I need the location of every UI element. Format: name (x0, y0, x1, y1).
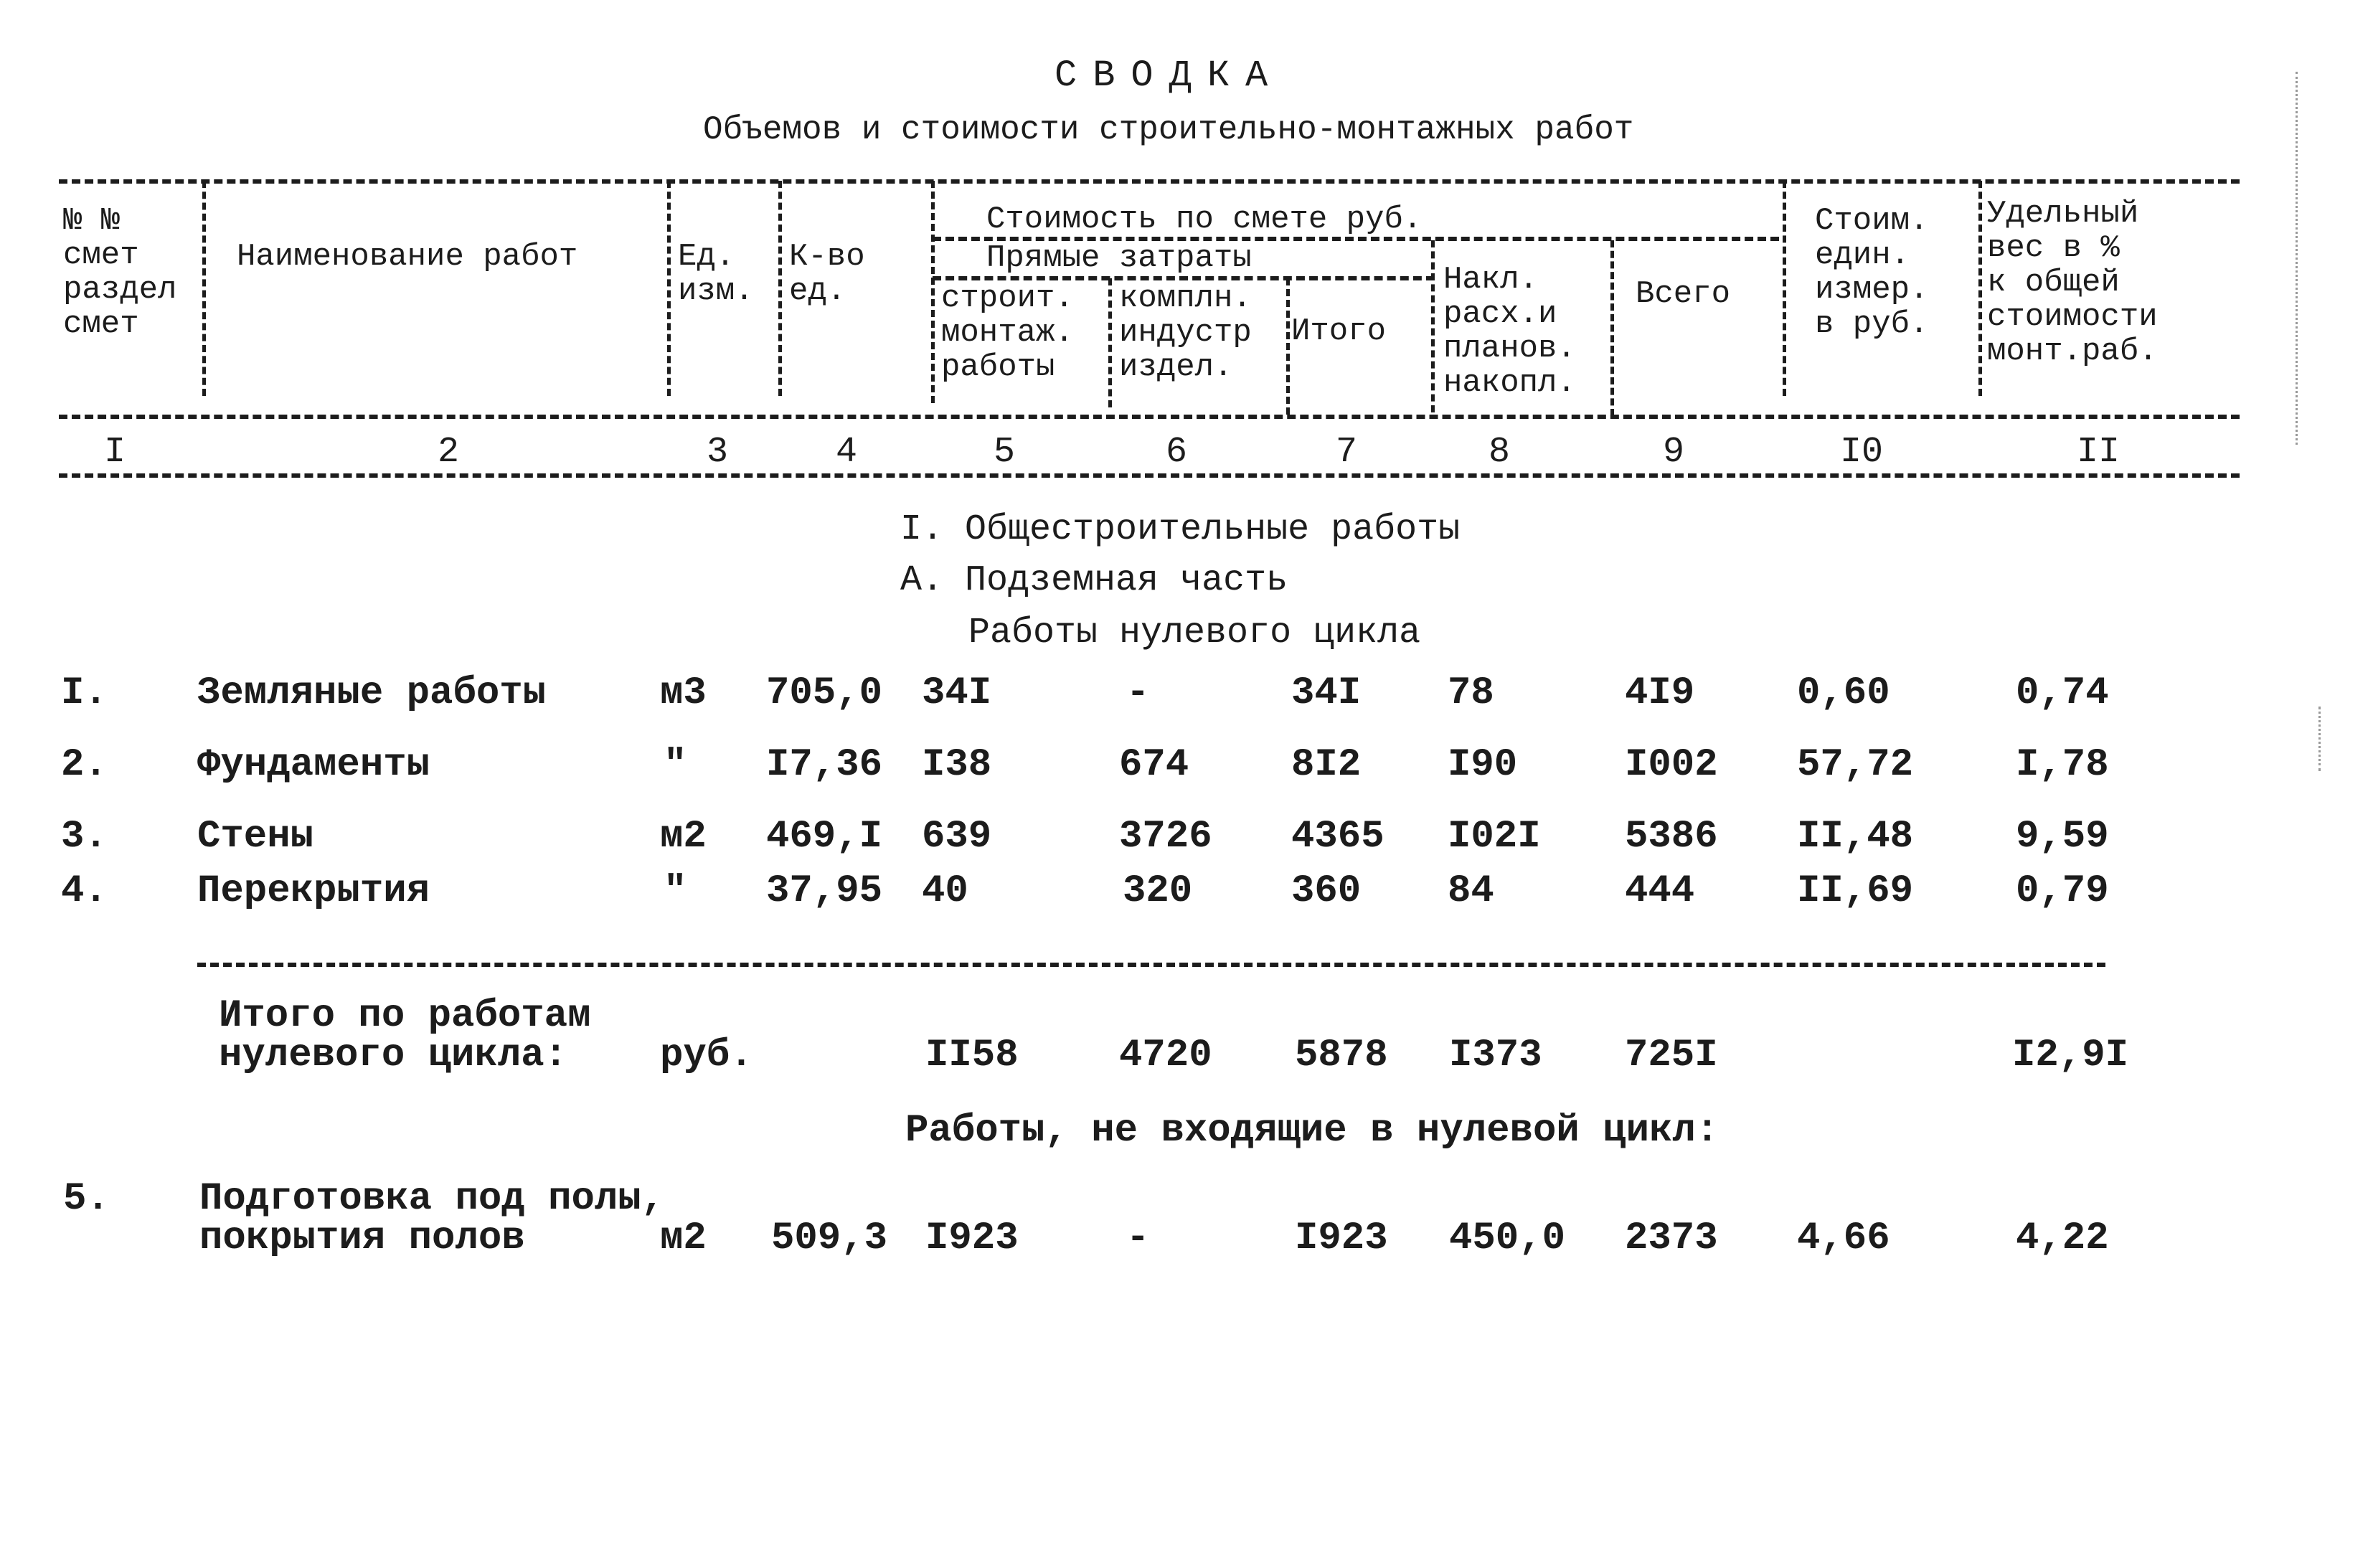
total-construction-cost: II58 (925, 1034, 1019, 1077)
total-share-percent: I2,9I (2012, 1034, 2129, 1077)
col-separator-8 (1610, 240, 1614, 416)
header-col-7: Итого (1291, 313, 1387, 349)
unit: м2 (660, 1217, 707, 1260)
column-number: 8 (1489, 432, 1511, 473)
total-cost: 444 (1625, 869, 1695, 913)
unit-cost: 4,66 (1797, 1217, 1890, 1260)
work-name: Стены (197, 815, 314, 859)
construction-cost: I923 (925, 1217, 1019, 1260)
row-number: 2. (61, 743, 108, 787)
overhead: 78 (1448, 671, 1494, 715)
column-number: I0 (1840, 432, 1884, 473)
overhead: 84 (1448, 869, 1494, 913)
total-cost-sum: 725I (1625, 1034, 1718, 1077)
column-number: 6 (1166, 432, 1188, 473)
unit-cost: II,48 (1797, 815, 1914, 859)
industrial-products-cost: 320 (1123, 869, 1193, 913)
unit: м2 (660, 815, 707, 859)
total-overhead: I373 (1449, 1034, 1542, 1077)
unit-cost: II,69 (1797, 869, 1914, 913)
unit: " (664, 869, 687, 913)
unit: м3 (660, 671, 707, 715)
col-separator-7 (1431, 240, 1435, 412)
total-cost: 5386 (1625, 815, 1718, 859)
header-top-rule (59, 179, 2240, 184)
subtotal: 360 (1291, 869, 1362, 913)
header-col-8: Накл. расх.и планов. накопл. (1443, 262, 1576, 401)
share-percent: I,78 (2016, 743, 2109, 787)
subtotal: I923 (1295, 1217, 1388, 1260)
section-cycle: Работы нулевого цикла (968, 613, 1421, 653)
overhead: 450,0 (1449, 1217, 1566, 1260)
header-col-9: Всего (1636, 276, 1731, 312)
construction-cost: 639 (922, 815, 992, 859)
column-numbers-rule (59, 473, 2240, 478)
share-percent: 9,59 (2016, 815, 2109, 859)
column-number: I (104, 432, 126, 473)
column-number: 9 (1663, 432, 1685, 473)
col-separator-5 (1108, 278, 1112, 407)
total-separator (197, 963, 2105, 967)
col-separator-6 (1286, 278, 1290, 415)
section-heading: I. Общестроительные работы (900, 509, 1461, 550)
subtotal: 34I (1291, 671, 1362, 715)
subtotal: 8I2 (1291, 743, 1362, 787)
total-cost: 4I9 (1625, 671, 1695, 715)
header-col-6: комплн. индустр издел. (1119, 280, 1252, 385)
col-separator-10 (1978, 181, 1982, 396)
col-separator-9 (1783, 181, 1786, 396)
header-col-4: К-во ед. (789, 239, 865, 309)
share-percent: 0,79 (2016, 869, 2109, 913)
industrial-products-cost: - (1126, 671, 1150, 715)
work-name: Земляные работы (197, 671, 547, 715)
header-col-10: Стоим. един. измер. в руб. (1815, 203, 1929, 342)
industrial-products-cost: 674 (1119, 743, 1189, 787)
overhead: I90 (1448, 743, 1518, 787)
quantity: 509,3 (771, 1217, 888, 1260)
row-number: 5. (63, 1177, 110, 1221)
unit-cost: 0,60 (1797, 671, 1890, 715)
industrial-products-cost: 3726 (1119, 815, 1212, 859)
header-col-11: Удельный вес в % к общей стоимости монт.раб. (1987, 196, 2158, 369)
total-label-line-2: нулевого цикла: (219, 1034, 568, 1077)
share-percent: 4,22 (2016, 1217, 2109, 1260)
total-subtotal: 5878 (1295, 1034, 1388, 1077)
industrial-products-cost: - (1126, 1217, 1150, 1260)
subtotal: 4365 (1291, 815, 1384, 859)
total-unit: руб. (660, 1034, 753, 1077)
col-separator-2 (667, 181, 671, 396)
total-cost: I002 (1625, 743, 1718, 787)
header-col-1: № № смет раздел смет (63, 203, 177, 342)
work-name-line-2: покрытия полов (199, 1217, 525, 1260)
col-separator-1 (202, 181, 206, 396)
overhead: I02I (1448, 815, 1541, 859)
work-name-line-1: Подготовка под полы, (199, 1177, 665, 1221)
work-name: Перекрытия (197, 869, 430, 913)
non-zero-cycle-heading: Работы, не входящие в нулевой цикл: (905, 1109, 1719, 1153)
column-number: 4 (836, 432, 858, 473)
construction-cost: 34I (922, 671, 992, 715)
header-col-5: строит. монтаж. работы (941, 280, 1074, 385)
section-part: А. Подземная часть (900, 560, 1288, 601)
header-direct-costs: Прямые затраты (986, 240, 1252, 276)
construction-cost: 40 (922, 869, 968, 913)
quantity: 469,I (766, 815, 883, 859)
total-label-line-1: Итого по работам (219, 994, 591, 1038)
quantity: I7,36 (766, 743, 883, 787)
work-name: Фундаменты (197, 743, 430, 787)
header-col-2: Наименование работ (237, 239, 578, 275)
column-number: 5 (994, 432, 1016, 473)
total-industrial-products-cost: 4720 (1119, 1034, 1212, 1077)
header-cost-group: Стоимость по смете руб. (986, 202, 1423, 237)
col-separator-4 (931, 181, 935, 403)
margin-scan-mark (2318, 707, 2321, 771)
quantity: 37,95 (766, 869, 883, 913)
row-number: 3. (61, 815, 108, 859)
column-number: 7 (1336, 432, 1358, 473)
row-number: I. (61, 671, 108, 715)
col-separator-3 (778, 181, 782, 396)
total-cost: 2373 (1625, 1217, 1718, 1260)
margin-scan-mark (2296, 72, 2298, 445)
row-number: 4. (61, 869, 108, 913)
unit-cost: 57,72 (1797, 743, 1914, 787)
header-bottom-rule (59, 415, 2240, 419)
construction-cost: I38 (922, 743, 992, 787)
column-number: 2 (438, 432, 460, 473)
quantity: 705,0 (766, 671, 883, 715)
document-title: СВОДКА (1055, 55, 1284, 97)
header-col-3: Ед. изм. (678, 239, 754, 309)
share-percent: 0,74 (2016, 671, 2109, 715)
unit: " (664, 743, 687, 787)
column-number: II (2077, 432, 2120, 473)
document-subtitle: Объемов и стоимости строительно-монтажных работ (703, 111, 1634, 148)
column-number: 3 (707, 432, 729, 473)
